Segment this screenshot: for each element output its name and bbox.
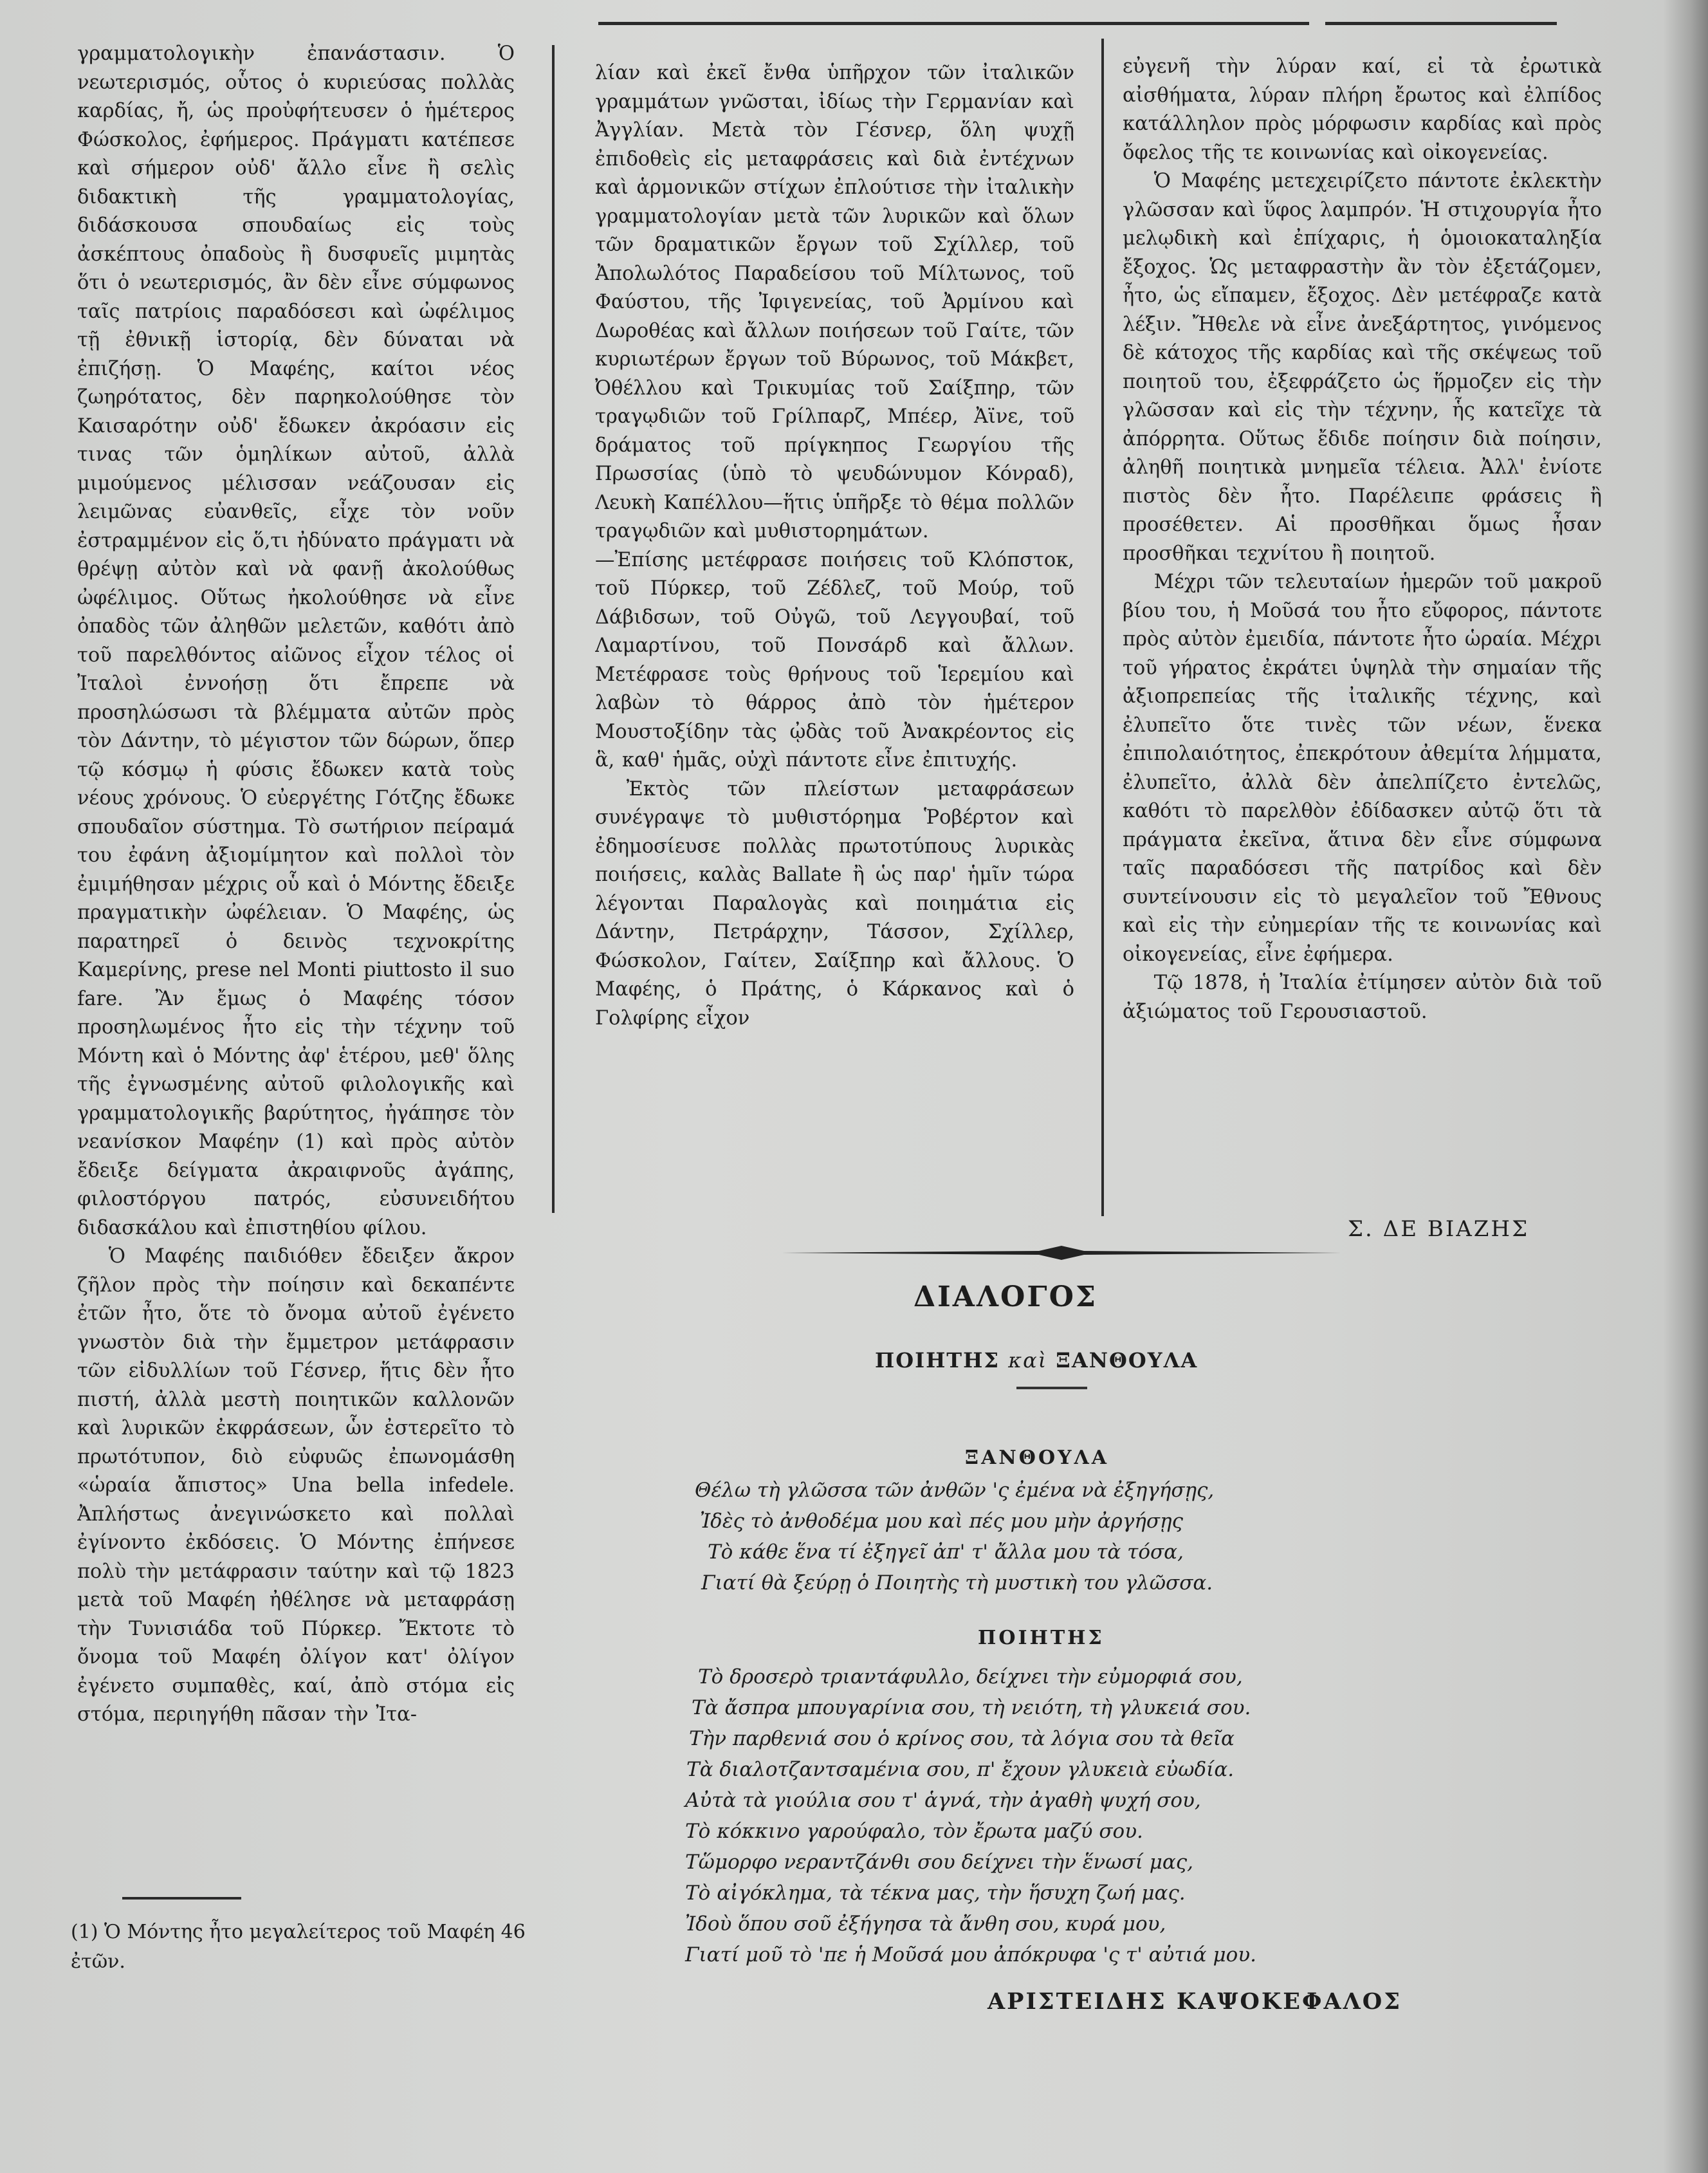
footnote: (1) Ὁ Μόντης ἦτο μεγαλείτερος τοῦ Μαφέη 46 ἐτῶν. [71, 1921, 526, 1973]
column-divider-2 [1101, 39, 1104, 1216]
verse-line: Ἰδὲς τὸ ἀνθοδέμα μου καὶ πές μου μὴν ἀργήσῃς [700, 1510, 1183, 1533]
verse-line: Τὸ κόκκινο γαρούφαλο, τὸν ἔρωτα μαζύ σου. [685, 1820, 1143, 1843]
verse-block-2 [685, 1661, 1256, 1970]
verse-line: Τὰ διαλοτζαντσαμένια σου, π' ἔχουν γλυκειὰ εὐωδία. [686, 1758, 1235, 1781]
verse-line: Τὸ αἰγόκλημα, τὰ τέκνα μας, τὴν ἥσυχη ζωή μας. [685, 1882, 1186, 1905]
ornamental-divider [782, 1243, 1341, 1262]
column-3 [1123, 53, 1602, 1147]
column-3-paragraph: εὐγενῆ τὴν λύραν καί, εἰ τὰ ἐρωτικὰ αἰσθήματα, λύραν πλήρη ἔρωτος καὶ ἐλπίδος κατάλληλον πρὸς μόρφωσιν καρδίας καὶ πρὸς ὄφελος τῆς τε κοινωνίας καὶ οἰκογενείας. [1123, 55, 1602, 164]
verse-line: Θέλω τὴ γλῶσσα τῶν ἀνθῶν 'ς ἐμένα νὰ ἐξηγήσῃς, [695, 1479, 1215, 1502]
page-binding-shadow [1663, 0, 1708, 2173]
dialog-subtitle-right: ΞΑΝΘΟΥΛΑ [1056, 1348, 1198, 1373]
column-3-paragraph: Τῷ 1878, ἡ Ἰταλία ἐτίμησεν αὐτὸν διὰ τοῦ ἀξιώματος τοῦ Γερουσιαστοῦ. [1123, 972, 1602, 1023]
speaker-label-poet: ΠΟΙΗΤΗΣ [978, 1627, 1105, 1649]
column-1-paragraph: γραμματολογικὴν ἐπανάστασιν. Ὁ νεωτερισμός, οὗτος ὁ κυριεύσας πολλὰς καρδίας, ἤ, ὡς προὐφήτευσεν ὁ ἡμέτερος Φώσκολος, ἐφήμερος. Πράγματι κατέπεσε καὶ σήμερον οὐδ' ἄλλο εἶνε ἢ σελὶς διδακτικὴ τῆς γραμματολογίας, διδάσκουσα σπουδαίως εἰς τοὺς ἀσκέπτους ὀπαδοὺς ἢ δυσφυεῖς μιμητὰς ὅτι ὁ νεωτερισμός, ἂν δὲν εἶνε σύμφωνος ταῖς πατρίοις παραδόσεσι καὶ ὠφέλιμος τῇ ἐθνικῇ ἱστορίᾳ, δὲν δύναται νὰ ἐπιζήσῃ. Ὁ Μαφέης, καίτοι νέος ζωηρότατος, δὲν παρηκολούθησε τὸν Καισαρότην οὐδ' ἔδωκεν ἀκρόασιν εἰς τινας τῶν ὁμηλίκων αὐτοῦ, ἀλλὰ μιμούμενος μέλισσαν νεάζουσαν εἰς λειμῶνας εὐανθεῖς, εἶχε τὸν νοῦν ἐστραμμένον εἰς ὅ,τι ἠδύνατο πράγματι νὰ θρέψῃ αὐτὸν καὶ νὰ φανῇ ἀκολούθως ὠφέλιμος. Οὕτως ἠκολούθησε νὰ εἶνε ὀπαδὸς τῶν ἀληθῶν μελετῶν, καθότι ἀπὸ τοῦ παρελθόντος αἰῶνος εἶχον τέλος οἱ Ἰταλοὶ ἐννοήσῃ ὅτι ἔπρεπε νὰ προσηλώσωσι τὰ βλέμματα αὐτῶν πρὸς τὸν Δάντην, τὸ μέγιστον τῶν δώρων, ὅπερ τῷ κόσμῳ ἡ φύσις ἔδωκεν κατὰ τοὺς νέους χρόνους. Ὁ εὐεργέτης Γότζης ἔδωκε σπουδαῖον σύστημα. Τὸ σωτήριον πείραμά του ἐφάνη ἀξιομίμητον καὶ πολλοὶ τὸν ἐμιμήθησαν μέχρις οὗ καὶ ὁ Μόντης ἔδειξε πραγματικὴν ὠφέλειαν. Ὁ Μαφέης, ὡς παρατηρεῖ ὁ δεινὸς τεχνοκρίτης Καμερίνης, prese nel Monti piuttosto il suo fare. Ἂν ἔμως ὁ Μαφέης τόσον προσηλωμένος ἦτο εἰς τὴν τέχνην τοῦ Μόντη καὶ ὁ Μόντης ἀφ' ἑτέρου, μεθ' ὅλης τῆς ἐγνωσμένης αὐτοῦ φιλολογικῆς καὶ γραμματολογικῆς βαρύτητος, ἠγάπησε τὸν νεανίσκον Μαφέην (1) καὶ πρὸς αὐτὸν ἔδειξε δείγματα ἀκραιφνοῦς ἀγάπης, φιλοστόργου πατρός, εὐσυνειδήτου διδασκάλου καὶ ἐπιστηθίου φίλου. [77, 42, 515, 1239]
verse-line: Αὐτὰ τὰ γιούλια σου τ' ἁγνά, τὴν ἀγαθὴ ψυχή σου, [685, 1789, 1201, 1812]
column-3-paragraph: Ὁ Μαφέης μετεχειρίζετο πάντοτε ἐκλεκτὴν γλῶσσαν καὶ ὕφος λαμπρόν. Ἡ στιχουργία ἦτο μελῳδικὴ καὶ ἐπίχαρις, ἡ ὁμοιοκαταληξία ἔξοχος. Ὡς μεταφραστὴν ἂν τὸν ἐξετάζομεν, ἦτο, ὡς εἴπαμεν, ἔξοχος. Δὲν μετέφραζε κατὰ λέξιν. Ἤθελε νὰ εἶνε ἀνεξάρτητος, γινόμενος δὲ κάτοχος τῆς καρδίας καὶ τῆς σκέψεως τοῦ ποιητοῦ του, ἐξεφράζετο ὡς ἥρμοζεν εἰς τὴν γλῶσσαν καὶ εἰς τὴν τέχνην, ἧς κατεῖχε τὰ ἀπόρρητα. Οὕτως ἔδιδε ποίησιν διὰ ποίησιν, ἀληθῆ ποιητικὰ μνημεῖα τέλεια. Ἀλλ' ἐνίοτε πιστὸς δὲν ἦτο. Παρέλειπε φράσεις ἢ προσέθετεν. Αἱ προσθῆκαι ὅμως ἦσαν προσθῆκαι τεχνίτου ἢ ποιητοῦ. [1123, 170, 1602, 565]
speaker-label-xanthoula: ΞΑΝΘΟΥΛΑ [965, 1447, 1110, 1469]
top-rule-right [1325, 22, 1557, 25]
dialog-title: ΔΙΑΛΟΓΟΣ [914, 1281, 1098, 1313]
top-rule-middle [598, 22, 1309, 25]
column-2-paragraph: λίαν καὶ ἐκεῖ ἔνθα ὑπῆρχον τῶν ἰταλικῶν γραμμάτων γνῶσται, ἰδίως τὴν Γερμανίαν καὶ Ἀγγλίαν. Μετὰ τὸν Γέσνερ, ὅλη ψυχῇ ἐπιδοθεὶς εἰς μεταφράσεις καὶ διὰ ἐντέχνων καὶ ἁρμονικῶν στίχων ἐπλούτισε τὴν ἰταλικὴν γραμματολογίαν μετὰ τῶν λυρικῶν καὶ ὅλων τῶν δραματικῶν ἔργων τοῦ Σχίλλερ, τοῦ Ἀπολωλότος Παραδείσου τοῦ Μίλτωνος, τοῦ Φαύστου, τῆς Ἰφιγενείας, τοῦ Ἀρμίνου καὶ Δωροθέας καὶ ἄλλων ποιήσεων τοῦ Γαίτε, τῶν κυριωτέρων ἔργων τοῦ Βύρωνος, τοῦ Μάκβετ, Ὀθέλλου καὶ Τρικυμίας τοῦ Σαίξπηρ, τῶν τραγῳδιῶν τοῦ Γρίλπαρζ, Μπέερ, Ἀϊνε, τοῦ δράματος τοῦ πρίγκηπος Γεωργίου τῆς Πρωσσίας (ὑπὸ τὸ ψευδώνυμον Κόνραδ), Λευκὴ Καπέλλου—ἥτις ὑπῆρξε τὸ θέμα πολλῶν τραγῳδιῶν καὶ μυθιστορημάτων. [595, 62, 1074, 542]
verse-line: Γιατί θὰ ξεύρῃ ὁ Ποιητὴς τὴ μυστικὴ του γλῶσσα. [701, 1571, 1213, 1595]
verse-line: Τὰ ἄσπρα μπουγαρίνια σου, τὴ νειότη, τὴ γλυκειά σου. [692, 1696, 1251, 1719]
dialog-subtitle-conjunction: καὶ [1008, 1348, 1048, 1373]
verse-line: Ἰδοὺ ὅπου σοῦ ἐξήγησα τὰ ἄνθη σου, κυρά μου, [685, 1912, 1166, 1936]
column-1-paragraph: Ὁ Μαφέης παιδιόθεν ἔδειξεν ἄκρον ζῆλον πρὸς τὴν ποίησιν καὶ δεκαπέντε ἐτῶν ἦτο, ὅτε τὸ ὄνομα αὐτοῦ ἐγένετο γνωστὸν διὰ τὴν ἔμμετρον μετάφρασιν τῶν εἰδυλλίων τοῦ Γέσνερ, ἥτις δὲν ἦτο πιστή, ἀλλὰ μεστὴ ποιητικῶν καλλονῶν καὶ λυρικῶν ἐκφράσεων, ὧν ἐστερεῖτο τὸ πρωτότυπον, διὸ εὐφυῶς ἐπωνομάσθη «ὡραία ἄπιστος» Una bella infedele. Ἀπλήστως ἀνεγινώσκετο καὶ πολλαὶ ἐγίνοντο ἐκδόσεις. Ὁ Μόντης ἐπήνεσε πολὺ τὴν μετάφρασιν ταύτην καὶ τῷ 1823 μετὰ τοῦ Μαφέη ἠθέλησε νὰ μεταφράσῃ τὴν Τυνισιάδα τοῦ Πύρκερ. Ἔκτοτε τὸ ὄνομα τοῦ Μαφέη ὀλίγον κατ' ὀλίγον ἐγένετο συμπαθὲς, καί, ἀπὸ στόμα εἰς στόμα, περιηγήθη πᾶσαν τὴν Ἰτα- [77, 1245, 515, 1726]
verse-line: Γιατί μοῦ τὸ 'πε ἡ Μοῦσά μου ἀπόκρυφα 'ς τ' αὐτιά μου. [685, 1943, 1256, 1966]
column-divider-1 [552, 45, 555, 1213]
column-2-paragraph: Ἐκτὸς τῶν πλείστων μεταφράσεων συνέγραψε τὸ μυθιστόρημα Ῥοβέρτον καὶ ἐδημοσίευσε πολλὰς πρωτοτύπους λυρικὰς ποιήσεις, καλὰς Ballate ἢ ὡς παρ' ἡμῖν τώρα λέγονται Παραλογὰς καὶ ποιημάτια εἰς Δάντην, Πετράρχην, Τάσσον, Σχίλλερ, Φώσκολον, Γαίτεν, Σαίξπηρ καὶ ἄλλους. Ὁ Μαφέης, ὁ Πράτης, ὁ Κάρκανος καὶ ὁ Γολφίρης εἶχον [595, 777, 1074, 1030]
verse-block-1 [695, 1475, 1214, 1598]
article-signature: Σ. ΔΕ ΒΙΑΖΗΣ [1348, 1216, 1530, 1242]
footnote-rule [122, 1897, 241, 1900]
verse-line: Τὴν παρθενιά σου ὁ κρίνος σου, τὰ λόγια σου τὰ θεῖα [689, 1727, 1235, 1750]
short-divider [1016, 1387, 1087, 1389]
verse-line: Τὥμορφο νεραντζάνθι σου δείχνει τὴν ἕνωσί μας, [685, 1851, 1194, 1874]
column-1 [77, 40, 515, 1887]
column-2-paragraph: —Ἐπίσης μετέφρασε ποιήσεις τοῦ Κλόπστοκ, τοῦ Πύρκερ, τοῦ Ζέδλεζ, τοῦ Μούρ, τοῦ Δάβιδσων, τοῦ Οὐγῶ, τοῦ Λεγγουβαί, τοῦ Λαμαρτίνου, τοῦ Πονσάρδ καὶ ἄλλων. Μετέφρασε τοὺς θρήνους τοῦ Ἱερεμίου καὶ λαβὼν τὸ θάρρος ἀπὸ τὸν ἡμέτερον Μουστοξίδην τὰς ᾠδὰς τοῦ Ἀνακρέοντος εἰς ἃ, καθ' ἡμᾶς, οὐχὶ πάντοτε εἶνε ἐπιτυχής. [595, 548, 1074, 772]
dialog-subtitle [875, 1348, 1198, 1373]
column-3-paragraph: Μέχρι τῶν τελευταίων ἡμερῶν τοῦ μακροῦ βίου του, ἡ Μοῦσά του ἦτο εὔφορος, πάντοτε πρὸς αὐτὸν ἐμειδία, πάντοτε ἦτο ὡραία. Μέχρι τοῦ γήρατος ἐκράτει ὑψηλὰ τὴν σημαίαν τῆς ἀξιοπρεπείας τῆς ἰταλικῆς τέχνης, καὶ ἐλυπεῖτο ὅτε τινὲς τῶν νέων, ἕνεκα ἐπιπολαιότητος, ἐπεκρότουν ἀθεμίτα λήμματα, ἐλυπεῖτο, ἀλλὰ δὲν ἀπελπίζετο ἐντελῶς, καθότι τὸ παρελθὸν ἐδίδασκεν αὐτῷ ὅτι τὰ πράγματα ἐκεῖνα, ἅτινα δὲν εἶνε σύμφωνα ταῖς παραδόσεσι τῆς πατρίδος καὶ δὲν συντείνουσιν εἰς τὸ μεγαλεῖον τοῦ Ἔθνους καὶ εἰς τὴν εὐημερίαν τῆς τε κοινωνίας καὶ οἰκογενείας, εἶνε ἐφήμερα. [1123, 571, 1602, 966]
column-2 [595, 59, 1074, 1230]
dialog-subtitle-left: ΠΟΙΗΤΗΣ [875, 1348, 1000, 1373]
verse-line: Τὸ κάθε ἕνα τί ἐξηγεῖ ἀπ' τ' ἄλλα μου τὰ τόσα, [708, 1540, 1184, 1564]
verse-line: Τὸ δροσερὸ τριαντάφυλλο, δείχνει τὴν εὐμορφιά σου, [698, 1665, 1243, 1688]
poem-author: ΑΡΙΣΤΕΙΔΗΣ ΚΑΨΟΚΕΦΑΛΟΣ [987, 1988, 1402, 2015]
